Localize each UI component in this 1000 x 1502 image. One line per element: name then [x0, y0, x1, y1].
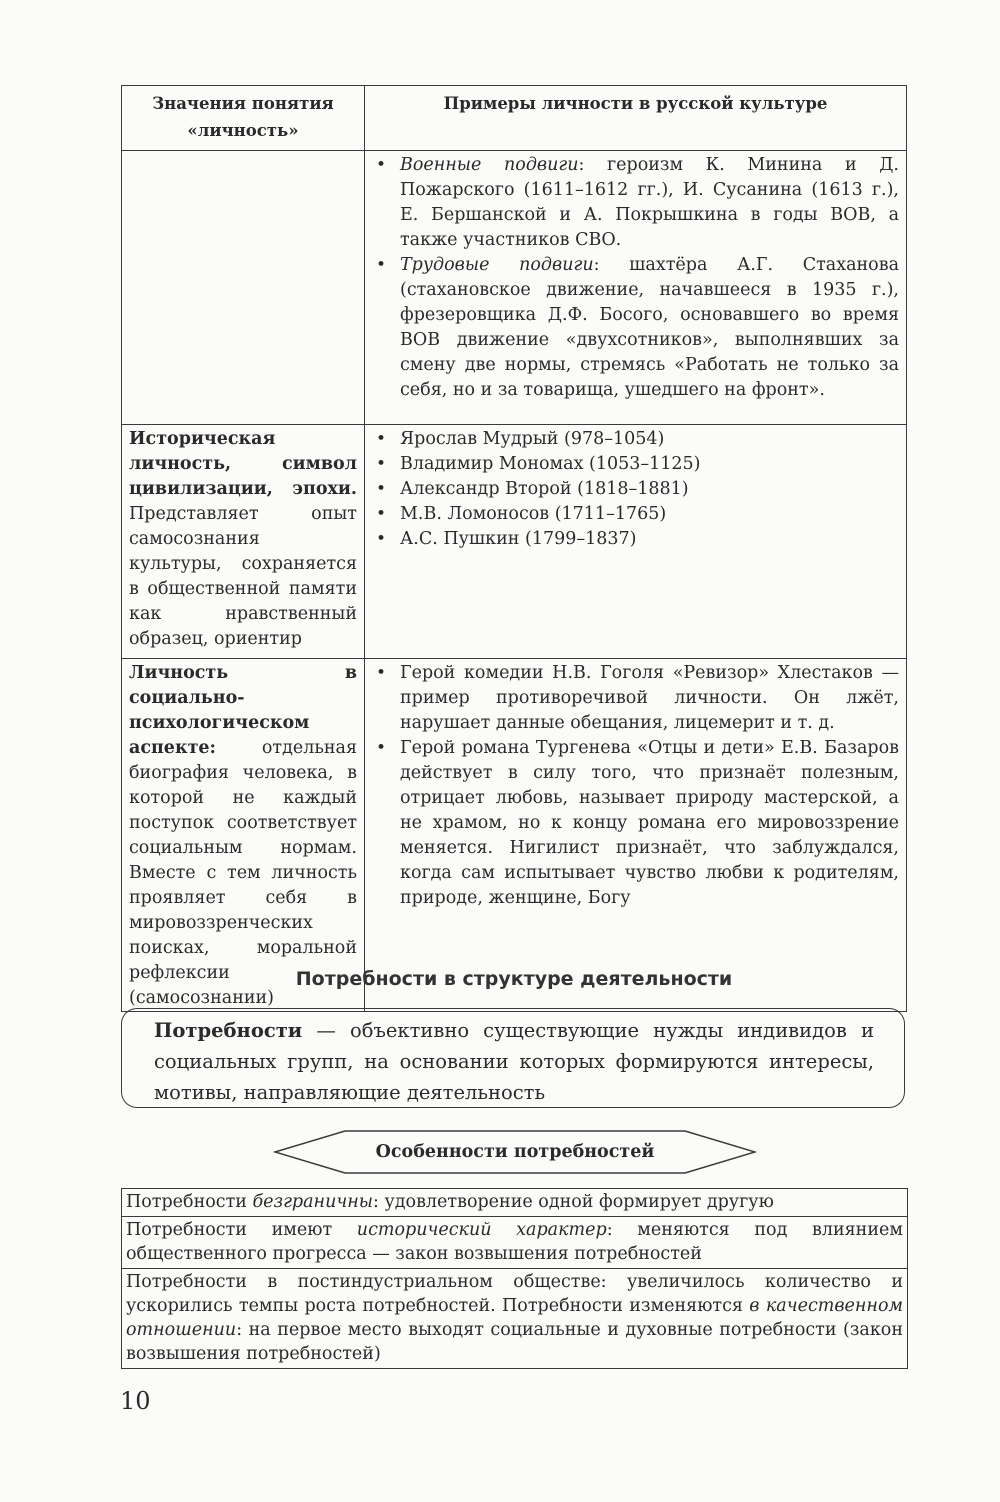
meaning-text: Представляет опыт самосознания культуры, сохраняется в общественной памяти как нравственный образец, ориентир — [129, 504, 357, 649]
feature-text: : удовлетворение одной формирует другую — [373, 1192, 774, 1212]
features-table — [121, 1188, 908, 1369]
feature-text: : на первое место выходят социальные и духовные потребности (закон возвышения потребностей) — [126, 1320, 903, 1364]
section-title: Потребности в структуре деятельности — [295, 968, 733, 990]
list-item: • Герой комедии Н.В. Гоголя «Ревизор» Хлестаков — пример противоречивой личности. Он лжёт, нарушает данные обещания, лицемерит и т. д. — [375, 661, 899, 736]
list-item — [375, 153, 899, 253]
feature-text: Потребности в постиндустриальном обществе: увеличилось количество и ускорились темпы роста потребностей. Потребности изменяются — [126, 1272, 903, 1316]
feature-emphasis: в качественном отношении — [126, 1296, 903, 1340]
list-item: • Герой романа Тургенева «Отцы и дети» Е.В. Базаров действует в силу того, что признаёт полезным, отрицает любовь, называет природу мастерской, а не храмом, но к концу романа его мировоззрение меняется. Нигилист признаёт, что заблуждался, когда сам испытывает чувство любви к родителям, природе, женщине, Богу — [375, 736, 899, 911]
item-label: Трудовые подвиги — [400, 255, 594, 275]
definition-box — [121, 1008, 905, 1108]
row1-meaning-cell — [122, 151, 365, 425]
definition-term: Потребности — [154, 1019, 303, 1042]
personality-table — [121, 85, 907, 1012]
feature-cell — [122, 1269, 908, 1369]
table-header-row — [122, 86, 907, 151]
table-row — [122, 1269, 908, 1369]
meaning-term: Историческая личность, символ цивилизации, эпохи. — [129, 429, 357, 499]
table-row — [122, 151, 907, 425]
table-row — [122, 425, 907, 659]
feature-emphasis: исторический характер — [356, 1220, 607, 1240]
table-row — [122, 1189, 908, 1217]
meaning-term: Личность в социально-психологическом аспекте: — [129, 663, 357, 758]
item-text: : героизм К. Минина и Д. Пожарского (1611–1612 гг.), И. Сусанина (1613 г.), Е. Бершанской и А. Покрышкина в годы ВОВ, а также участников СВО. — [400, 155, 899, 250]
feature-text: Потребности имеют — [126, 1220, 357, 1240]
row1-examples-cell — [365, 151, 907, 425]
definition-text: — объективно существующие нужды индивидов и социальных групп, на основании которых формируются интересы, мотивы, направляющие деятельность — [154, 1019, 874, 1104]
row3-examples-cell — [365, 659, 907, 1012]
table-row — [122, 1217, 908, 1269]
feature-emphasis: безграничны — [252, 1192, 374, 1212]
list-item — [375, 253, 899, 403]
feature-cell — [122, 1189, 908, 1217]
feature-cell — [122, 1217, 908, 1269]
row2-examples-cell — [365, 425, 907, 659]
features-title: Особенности потребностей — [375, 1142, 655, 1162]
feature-text: Потребности — [126, 1192, 253, 1212]
table-row — [122, 659, 907, 1012]
meaning-text: отдельная биография человека, в которой не каждый поступок соответствует социальным нормам. Вместе с тем личность проявляет себя в мировоззренческих поисках, моральной рефлексии (самосознании) — [129, 738, 357, 1008]
item-text: : шахтёра А.Г. Стаханова (стахановское движение, начавшееся в 1935 г.), фрезеровщика Д.Ф. Босого, основавшего во время ВОВ движение «двухсотников», выполнявших за смену две нормы, стремясь «Работать не только за себя, но и за товарища, ушедшего на фронт». — [400, 255, 899, 400]
page-number: 10 — [120, 1387, 151, 1415]
list-item: • А.С. Пушкин (1799–1837) — [375, 527, 899, 552]
feature-text: : меняются под влиянием общественного прогресса — закон возвышения потребностей — [126, 1220, 903, 1264]
list-item: • Александр Второй (1818–1881) — [375, 477, 899, 502]
column-header-examples: Примеры личности в русской культуре — [365, 86, 907, 151]
list-item: • М.В. Ломоносов (1711–1765) — [375, 502, 899, 527]
column-header-meanings: Значения понятия «личность» — [122, 86, 365, 151]
item-label: Военные подвиги — [400, 155, 579, 175]
row2-meaning-cell — [122, 425, 365, 659]
row3-meaning-cell — [122, 659, 365, 1012]
list-item: • Владимир Мономах (1053–1125) — [375, 452, 899, 477]
list-item: • Ярослав Мудрый (978–1054) — [375, 427, 899, 452]
